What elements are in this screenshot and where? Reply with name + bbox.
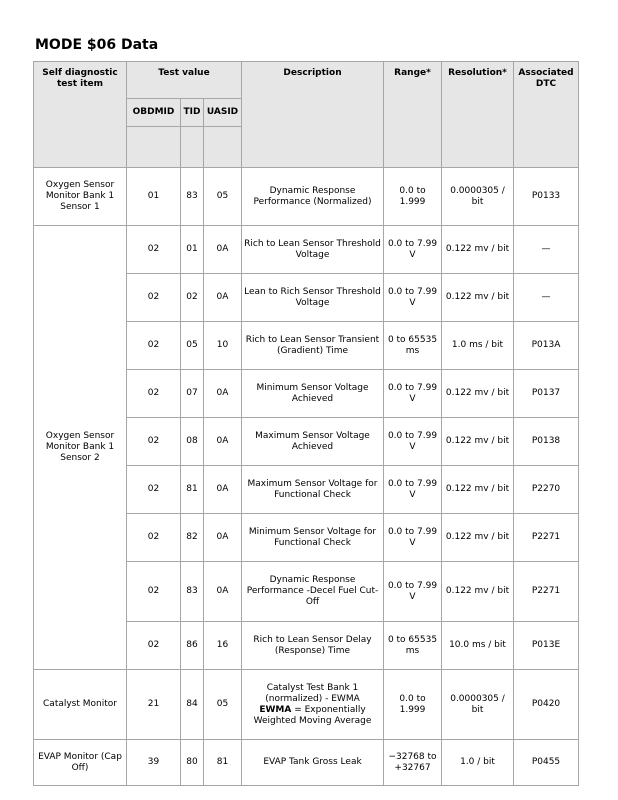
description-cell: Minimum Sensor Voltage for Functional Check (242, 514, 384, 562)
dtc-cell: — (514, 274, 579, 322)
header-associated-dtc: Associated DTC (514, 62, 579, 168)
resolution-cell: 0.122 mv / bit (442, 370, 514, 418)
tid-cell: 80 (181, 740, 204, 786)
uasid-cell: 0A (204, 466, 242, 514)
dtc-cell: P013A (514, 322, 579, 370)
uasid-cell: 0A (204, 274, 242, 322)
tid-cell: 07 (181, 370, 204, 418)
resolution-cell: 0.122 mv / bit (442, 466, 514, 514)
resolution-cell: 0.122 mv / bit (442, 226, 514, 274)
obdmid-cell: 02 (127, 418, 181, 466)
obdmid-cell: 02 (127, 274, 181, 322)
table-row (34, 670, 579, 740)
description-cell: Minimum Sensor Voltage Achieved (242, 370, 384, 418)
table-row (34, 740, 579, 786)
dtc-cell: P2271 (514, 514, 579, 562)
header-self-diagnostic: Self diagnostic test item (34, 62, 127, 168)
test-item-cell: Oxygen Sensor Monitor Bank 1 Sensor 1 (34, 168, 127, 226)
table-row (34, 226, 579, 274)
uasid-cell: 05 (204, 168, 242, 226)
tid-cell: 84 (181, 670, 204, 740)
uasid-cell: 81 (204, 740, 242, 786)
obdmid-cell: 02 (127, 514, 181, 562)
description-cell: Rich to Lean Sensor Threshold Voltage (242, 226, 384, 274)
description-bold-term: EWMA (259, 704, 292, 715)
header-resolution: Resolution* (442, 62, 514, 168)
page-title: MODE $06 Data (35, 37, 159, 53)
range-cell: 0.0 to 7.99 V (384, 466, 442, 514)
header-tid-fill (181, 127, 204, 168)
obdmid-cell: 02 (127, 322, 181, 370)
description-text: Catalyst Test Bank 1 (normalized) - EWMA (265, 682, 360, 704)
uasid-cell: 10 (204, 322, 242, 370)
description-cell: Dynamic Response Performance -Decel Fuel Cut-Off (242, 562, 384, 622)
obdmid-cell: 02 (127, 562, 181, 622)
description-cell: Dynamic Response Performance (Normalized) (242, 168, 384, 226)
dtc-cell: P0137 (514, 370, 579, 418)
header-uasid-fill (204, 127, 242, 168)
tid-cell: 86 (181, 622, 204, 670)
range-cell: 0.0 to 7.99 V (384, 370, 442, 418)
header-range: Range* (384, 62, 442, 168)
uasid-cell: 0A (204, 514, 242, 562)
range-cell: 0.0 to 1.999 (384, 670, 442, 740)
tid-cell: 05 (181, 322, 204, 370)
resolution-cell: 0.0000305 / bit (442, 670, 514, 740)
dtc-cell: P2271 (514, 562, 579, 622)
tid-cell: 02 (181, 274, 204, 322)
test-item-cell: Oxygen Sensor Monitor Bank 1 Sensor 2 (34, 226, 127, 670)
range-cell: 0.0 to 7.99 V (384, 274, 442, 322)
description-cell: Maximum Sensor Voltage Achieved (242, 418, 384, 466)
obdmid-cell: 02 (127, 622, 181, 670)
resolution-cell: 1.0 / bit (442, 740, 514, 786)
tid-cell: 08 (181, 418, 204, 466)
range-cell: 0.0 to 7.99 V (384, 226, 442, 274)
resolution-cell: 0.0000305 / bit (442, 168, 514, 226)
dtc-cell: — (514, 226, 579, 274)
dtc-cell: P013E (514, 622, 579, 670)
resolution-cell: 0.122 mv / bit (442, 274, 514, 322)
range-cell: −32768 to +32767 (384, 740, 442, 786)
description-cell: Lean to Rich Sensor Threshold Voltage (242, 274, 384, 322)
uasid-cell: 0A (204, 226, 242, 274)
resolution-cell: 10.0 ms / bit (442, 622, 514, 670)
description-cell: Rich to Lean Sensor Delay (Response) Time (242, 622, 384, 670)
tid-cell: 83 (181, 168, 204, 226)
tid-cell: 83 (181, 562, 204, 622)
table-row (34, 168, 579, 226)
test-item-cell: Catalyst Monitor (34, 670, 127, 740)
uasid-cell: 0A (204, 370, 242, 418)
resolution-cell: 1.0 ms / bit (442, 322, 514, 370)
resolution-cell: 0.122 mv / bit (442, 418, 514, 466)
dtc-cell: P0420 (514, 670, 579, 740)
dtc-cell: P0133 (514, 168, 579, 226)
header-obdmid: OBDMID (127, 99, 181, 127)
obdmid-cell: 39 (127, 740, 181, 786)
tid-cell: 82 (181, 514, 204, 562)
description-cell: Rich to Lean Sensor Transient (Gradient) Time (242, 322, 384, 370)
resolution-cell: 0.122 mv / bit (442, 514, 514, 562)
header-test-value: Test value (127, 62, 242, 99)
uasid-cell: 0A (204, 418, 242, 466)
description-definition: = Exponentially Weighted Moving Average (253, 704, 372, 726)
dtc-cell: P2270 (514, 466, 579, 514)
header-tid: TID (181, 99, 204, 127)
obdmid-cell: 21 (127, 670, 181, 740)
dtc-cell: P0455 (514, 740, 579, 786)
range-cell: 0 to 65535 ms (384, 322, 442, 370)
description-cell (242, 670, 384, 740)
range-cell: 0.0 to 7.99 V (384, 514, 442, 562)
header-obdmid-fill (127, 127, 181, 168)
range-cell: 0.0 to 7.99 V (384, 562, 442, 622)
header-uasid: UASID (204, 99, 242, 127)
obdmid-cell: 01 (127, 168, 181, 226)
dtc-cell: P0138 (514, 418, 579, 466)
mode-06-data-table (33, 61, 579, 786)
tid-cell: 01 (181, 226, 204, 274)
range-cell: 0 to 65535 ms (384, 622, 442, 670)
obdmid-cell: 02 (127, 226, 181, 274)
obdmid-cell: 02 (127, 466, 181, 514)
range-cell: 0.0 to 1.999 (384, 168, 442, 226)
tid-cell: 81 (181, 466, 204, 514)
uasid-cell: 05 (204, 670, 242, 740)
range-cell: 0.0 to 7.99 V (384, 418, 442, 466)
description-cell: Maximum Sensor Voltage for Functional Check (242, 466, 384, 514)
test-item-cell: EVAP Monitor (Cap Off) (34, 740, 127, 786)
obdmid-cell: 02 (127, 370, 181, 418)
header-description: Description (242, 62, 384, 168)
uasid-cell: 16 (204, 622, 242, 670)
resolution-cell: 0.122 mv / bit (442, 562, 514, 622)
uasid-cell: 0A (204, 562, 242, 622)
description-cell: EVAP Tank Gross Leak (242, 740, 384, 786)
